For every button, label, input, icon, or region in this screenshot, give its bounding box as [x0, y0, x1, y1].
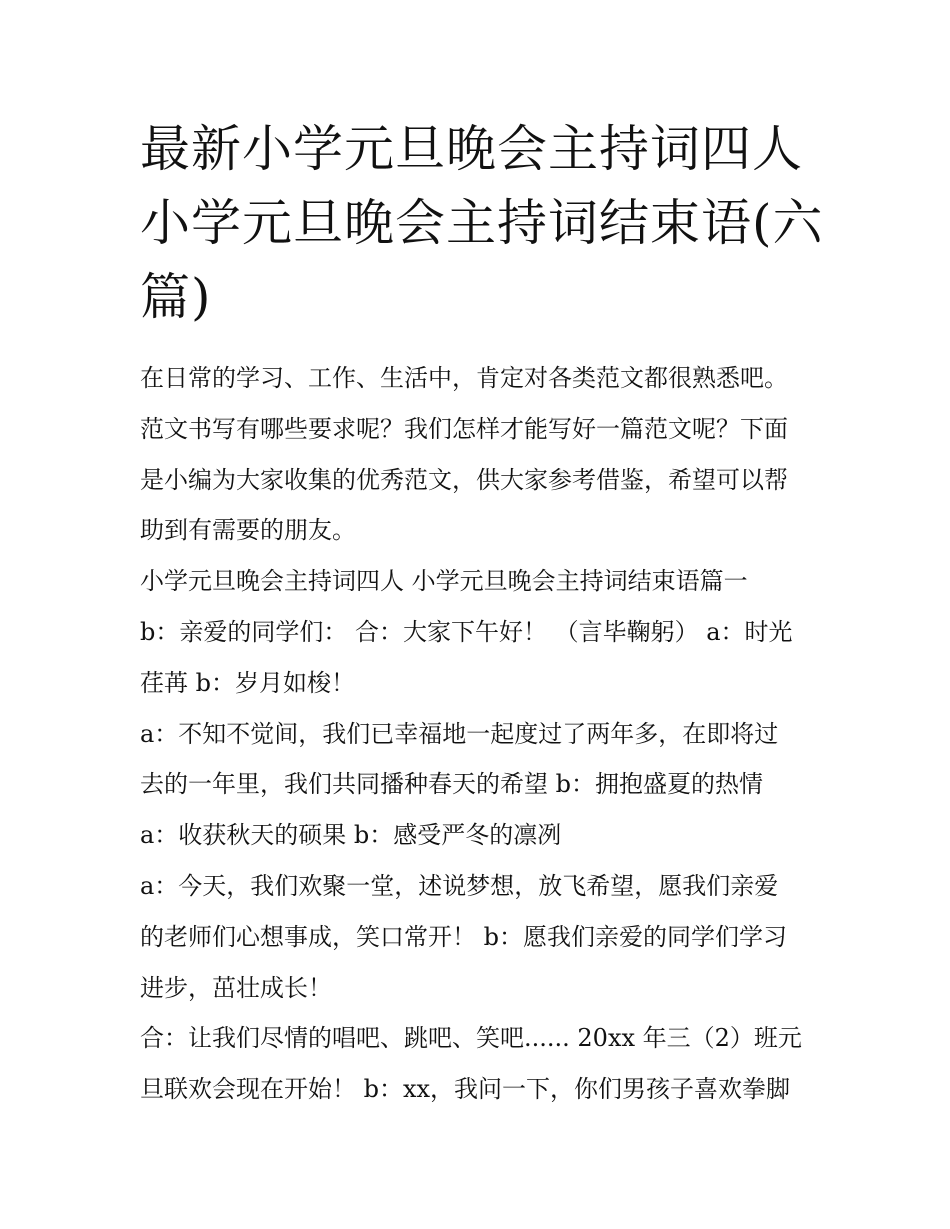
text-line-8: a：不知不觉间，我们已幸福地一起度过了两年多，在即将过 [140, 719, 779, 748]
document-title [140, 112, 824, 334]
text-line-7: 荏苒 b：岁月如梭！ [140, 668, 355, 697]
title-line-3: 篇) [140, 268, 212, 326]
text-line-11: a：今天，我们欢聚一堂，述说梦想，放飞希望，愿我们亲爱 [140, 871, 779, 900]
title-line-1: 最新小学元旦晚会主持词四人 [140, 120, 803, 178]
title-line-2: 小学元旦晚会主持词结束语(六 [140, 194, 824, 252]
text-line-1: 在日常的学习、工作、生活中，肯定对各类范文都很熟悉吧。 [140, 364, 788, 392]
text-line-15: 旦联欢会现在开始！ b：xx，我问一下，你们男孩子喜欢拳脚 [140, 1075, 791, 1104]
text-line-4: 助到有需要的朋友。 [140, 516, 356, 545]
text-line-6: b：亲爱的同学们： 合：大家下午好！ （言毕鞠躬） a：时光 [140, 617, 793, 646]
text-line-14: 合：让我们尽情的唱吧、跳吧、笑吧...... 20xx 年三（2）班元 [140, 1024, 802, 1053]
text-line-10: a：收获秋天的硕果 b：感受严冬的凛冽 [140, 821, 562, 850]
text-line-13: 进步，茁壮成长！ [140, 973, 332, 1002]
text-line-9: 去的一年里，我们共同播种春天的希望 b：拥抱盛夏的热情 [140, 770, 763, 799]
section-heading: 小学元旦晚会主持词四人 小学元旦晚会主持词结束语篇一 [140, 567, 748, 596]
text-line-2: 范文书写有哪些要求呢？我们怎样才能写好一篇范文呢？下面 [140, 414, 788, 443]
text-line-3: 是小编为大家收集的优秀范文，供大家参考借鉴，希望可以帮 [140, 465, 788, 494]
document-body [140, 358, 820, 1120]
text-line-12: 的老师们心想事成，笑口常开！ b：愿我们亲爱的同学们学习 [140, 922, 787, 951]
